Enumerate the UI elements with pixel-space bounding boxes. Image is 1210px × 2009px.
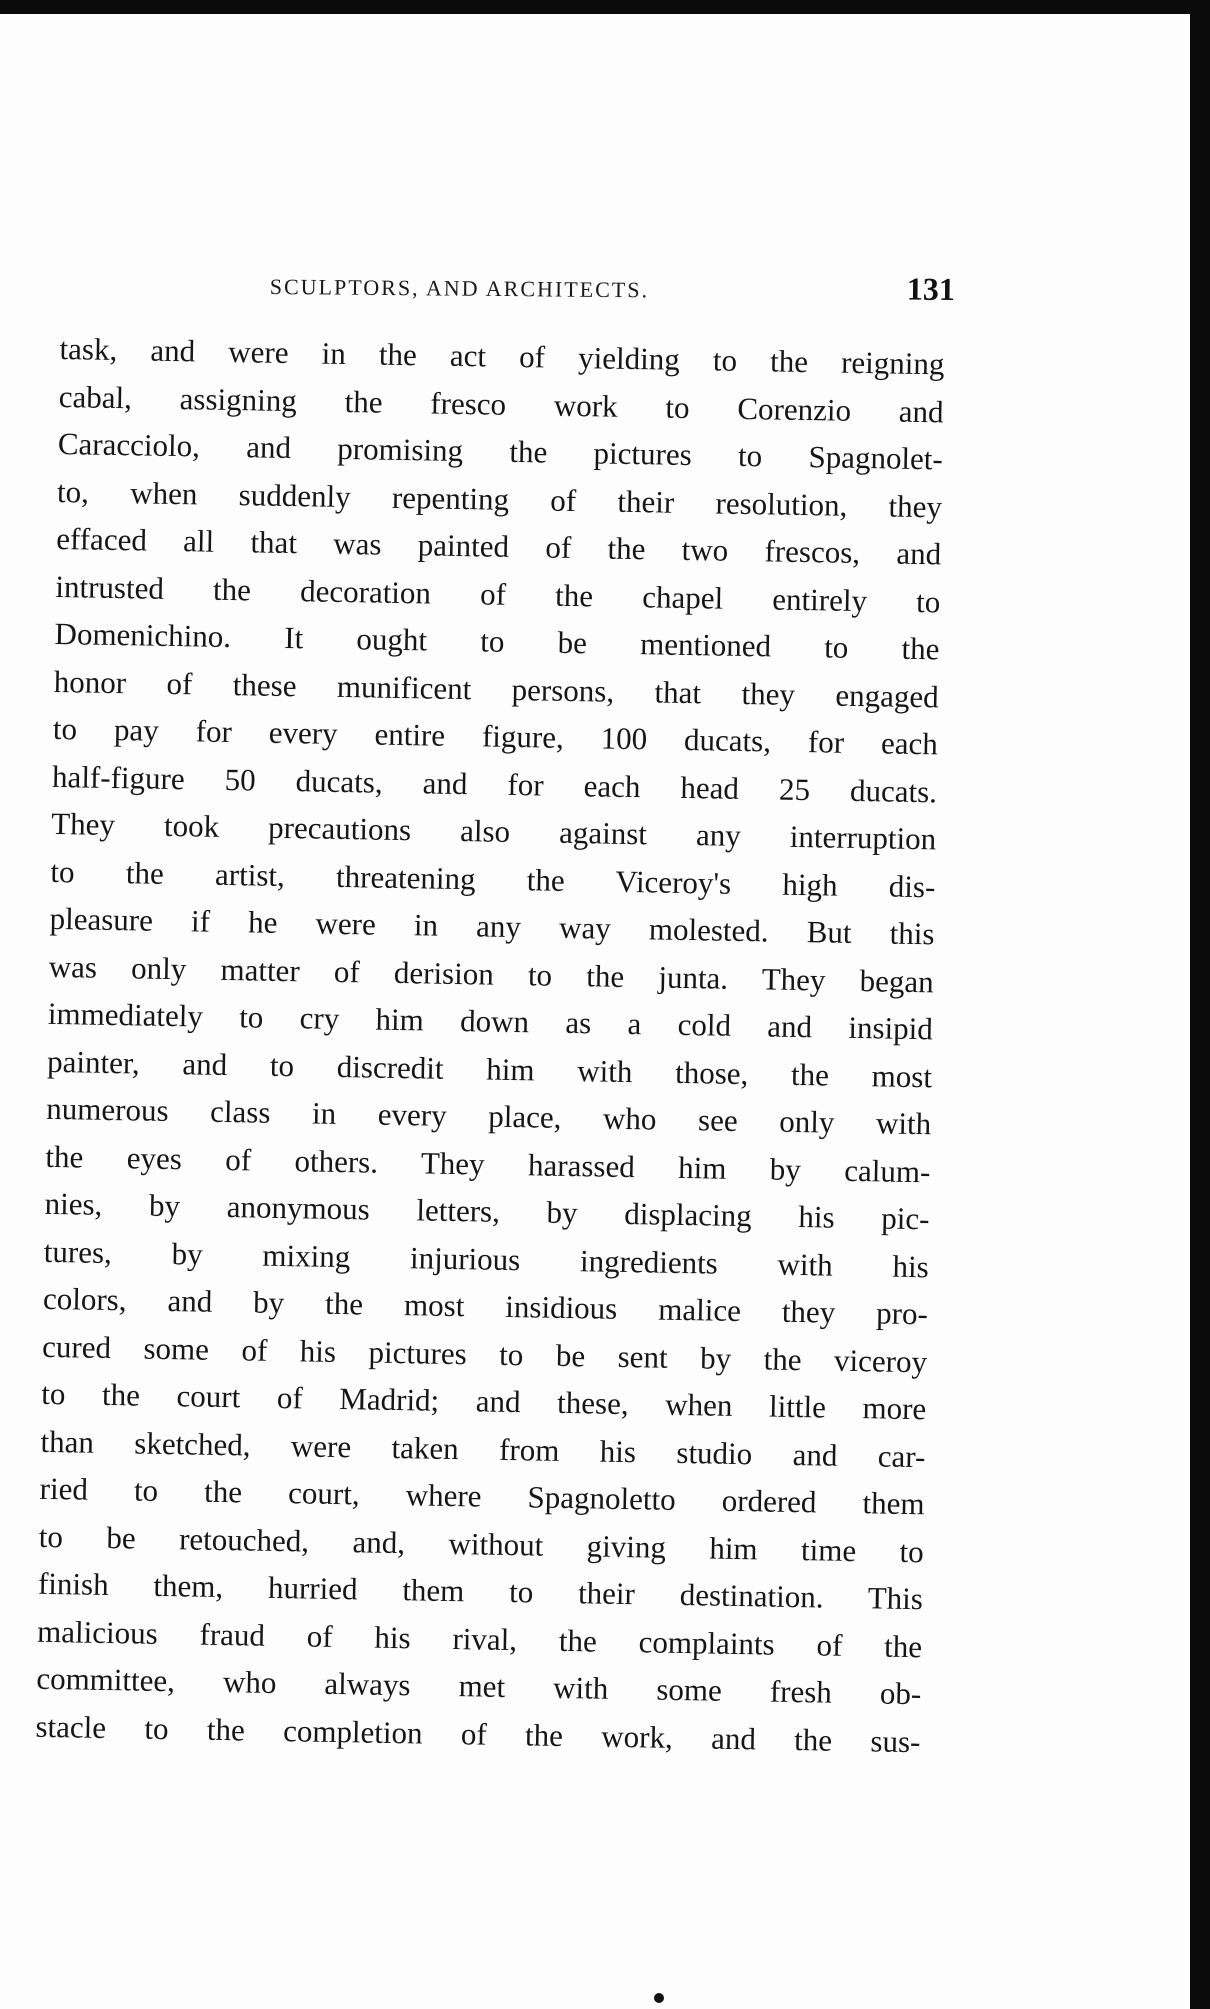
page-number: 131 (906, 270, 955, 307)
running-head (270, 265, 970, 311)
scan-border-right (1190, 0, 1210, 2009)
text-line: to the artist, threatening the Viceroy's high dis- (50, 853, 936, 904)
text-line: Caracciolo, and promising the pictures to Spagnolet- (57, 425, 944, 477)
text-line: intrusted the decoration of the chapel entirely to (55, 568, 941, 619)
body-text (35, 325, 945, 1765)
text-line: painter, and to discredit him with those, the most (46, 1043, 933, 1094)
text-line: than sketched, were taken from his studio and car- (40, 1423, 926, 1474)
text-line: half-figure 50 ducats, and for each head 25 ducats. (51, 758, 938, 809)
scan-border-top (0, 0, 1210, 14)
text-line: numerous class in every place, who see only with (46, 1090, 932, 1142)
text-line: stacle to the completion of the work, and the sus- (35, 1708, 921, 1759)
text-line: cabal, assigning the fresco work to Corenzio and (58, 378, 944, 429)
text-line: effaced all that was painted of the two frescos, and (55, 520, 942, 572)
text-line: tures, by mixing injurious ingredients with his (43, 1233, 930, 1284)
text-line: malicious fraud of his rival, the complaints of the (36, 1613, 923, 1664)
text-line: colors, and by the most insidious malice they pro- (42, 1280, 929, 1332)
text-line: pleasure if he were in any way molested. But this (49, 900, 935, 952)
text-line: They took precautions also against any interruption (50, 805, 937, 857)
text-line: Domenichino. It ought to be mentioned to the (54, 615, 940, 667)
text-line: immediately to cry him down as a cold and insipid (47, 995, 934, 1047)
text-line: nies, by anonymous letters, by displacing his pic- (44, 1185, 930, 1237)
text-line: to, when suddenly repenting of their resolution, they (56, 473, 943, 524)
text-line: to be retouched, and, without giving him time to (38, 1518, 925, 1569)
text-line: the eyes of others. They harassed him by calum- (45, 1138, 931, 1189)
text-line: cured some of his pictures to be sent by the viceroy (41, 1328, 928, 1379)
text-line: was only matter of derision to the junta. They began (48, 948, 934, 999)
text-line: to the court of Madrid; and these, when little more (41, 1375, 927, 1427)
text-line: task, and were in the act of yielding to the reigning (59, 330, 945, 382)
running-head-title: SCULPTORS, AND ARCHITECTS. (269, 273, 650, 303)
text-line: to pay for every entire figure, 100 ducats, for each (52, 710, 939, 762)
text-line: honor of these munificent persons, that they engaged (53, 663, 939, 714)
text-line: finish them, hurried them to their destination. This (37, 1565, 924, 1617)
text-line: committee, who always met with some fresh ob- (36, 1660, 922, 1712)
ink-dot (654, 1993, 664, 2003)
text-line: ried to the court, where Spagnoletto ordered them (39, 1470, 925, 1522)
